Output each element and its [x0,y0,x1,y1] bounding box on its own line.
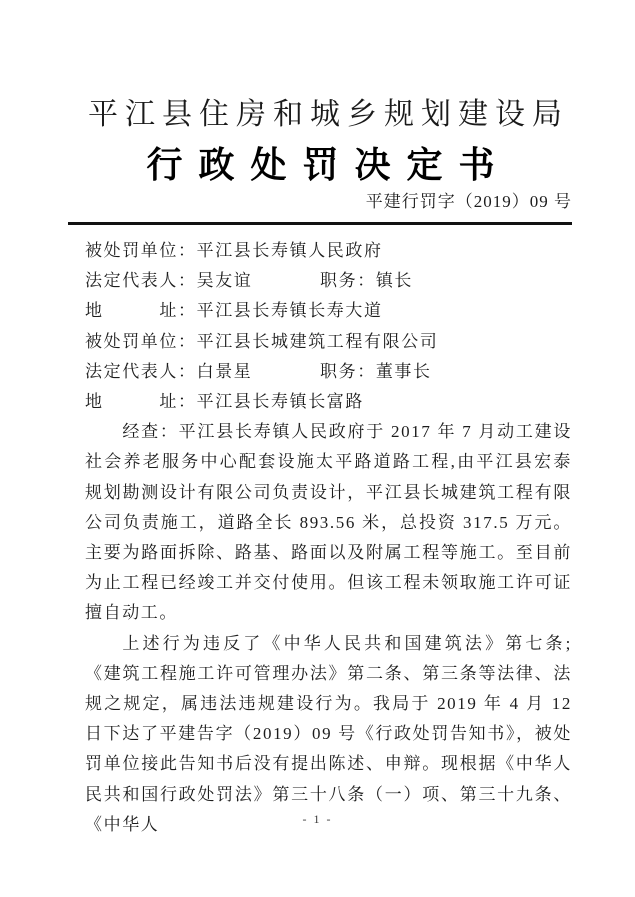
party2-unit-label: 被处罚单位： [85,331,197,351]
document-body [85,236,572,840]
party1-address-row [85,296,572,326]
party2-unit-value: 平江县长城建筑工程有限公司 [196,331,439,351]
party2-job-value: 董事长 [375,361,432,381]
document-number: 平建行罚字（2019）09 号 [365,192,572,211]
party2-address-value: 平江县长寿镇长富路 [196,392,365,412]
party2-address-label: 地 址： [85,392,197,412]
party1-unit-value: 平江县长寿镇人民政府 [196,241,383,260]
party2-legal-rep [85,357,320,387]
page-number: - 1 - [302,812,333,826]
party1-unit-row [85,236,572,266]
party1-unit-label: 被处罚单位： [85,241,197,260]
party1-legal-rep-value: 吴友谊 [196,271,253,291]
party1-legal-rep [85,266,320,296]
party2-address-row [85,387,572,417]
document-content [85,0,572,840]
party1-address-value: 平江县长寿镇长寿大道 [196,301,383,321]
document-title: 行政处罚决定书 [146,145,511,185]
party2-job-label: 职务： [320,361,376,381]
header-divider [68,222,572,225]
party1-job-value: 镇长 [375,271,414,291]
party2-legal-rep-row [85,357,572,387]
party1-address-label: 地 址： [85,301,197,321]
paragraph-findings: 经查：平江县长寿镇人民政府于 2017 年 7 月动工建设社会养老服务中心配套设施太平路道路工程,由平江县宏泰规划勘测设计有限公司负责设计，平江县长城建筑工程有限公司负责施工，道路全长 893.56 米，总投资 317.5 万元。主要为路面拆除、路基、路面以及附属工程等施工。至目前为止工程已经竣工并交付使用。但该工程未领取施工许可证擅自动工。 [85,422,572,623]
party2-unit-row [85,327,572,357]
party1-job-label: 职务： [320,271,376,291]
paragraph-legal-basis: 上述行为违反了《中华人民共和国建筑法》第七条;《建筑工程施工许可管理办法》第二条、第三条等法律、法规之规定，属违法违规建设行为。我局于 2019 年 4 月 12 日下达了平建告字（2019）09 号《行政处罚告知书》，被处罚单位接此告知书后没有提出陈述、申辩。现根据《中华人民共和国行政处罚法》第三十八条（一）项、第三十九条、《中华人 [85,633,572,834]
issuing-authority-title: 平江县住房和城乡规划建设局 [88,98,569,131]
party1-legal-rep-label: 法定代表人： [85,271,197,291]
party2-legal-rep-label: 法定代表人： [85,361,197,381]
party2-legal-rep-value: 白景星 [196,361,253,381]
party1-legal-rep-row [85,266,572,296]
